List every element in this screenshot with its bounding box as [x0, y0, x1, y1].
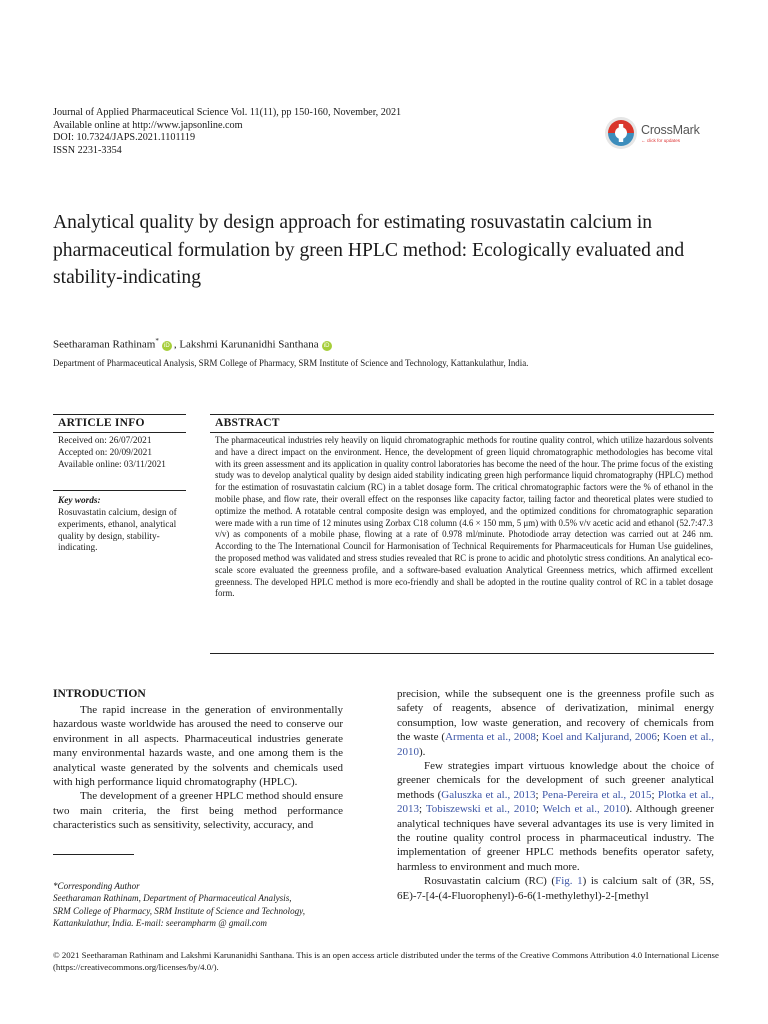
citation-link[interactable]: Tobiszewski et al., 2010 [425, 803, 536, 816]
copyright-line: © 2021 Seetharaman Rathinam and Lakshmi Karunanidhi Santhana. This is an open access article distributed under the terms of the Creative Commons Attribution 4.0 International License [53, 950, 719, 960]
crossmark-sublabel: ← click for updates [641, 138, 681, 143]
available-date: Available online: 03/11/2021 [58, 459, 166, 470]
crossmark-badge[interactable] [604, 114, 710, 154]
journal-citation: Journal of Applied Pharmaceutical Science Vol. 11(11), pp 150-160, November, 2021 [53, 107, 402, 118]
citation-link[interactable]: Plotka et al., 2013 [397, 788, 715, 816]
introduction-heading: INTRODUCTION [53, 687, 146, 700]
keywords-heading: Key words: [58, 496, 101, 506]
figure-link[interactable]: Fig. 1 [555, 875, 583, 888]
license-link[interactable]: (https://creativecommons.org/licenses/by/4.0/). [53, 961, 219, 972]
affiliation: Department of Pharmaceutical Analysis, SRM College of Pharmacy, SRM Institute of Science and Technology, Kattankulathur, India. [53, 358, 529, 368]
citation-link[interactable]: Pena-Pereira et al., 2015 [541, 788, 652, 801]
article-info-head-rule [53, 432, 186, 433]
copyright-notice [53, 950, 768, 974]
crossmark-logo-icon [604, 116, 638, 150]
footnote-line: Seetharaman Rathinam, Department of Pharmaceutical Analysis, [53, 893, 292, 904]
article-info-top-rule [53, 414, 186, 415]
article-title: Analytical quality by design approach for estimating rosuvastatin calcium in pharmaceutical formulation by green HPLC method: Ecologically evaluated and stability-indicating [53, 212, 685, 288]
journal-issn: ISSN 2231-3354 [53, 144, 122, 156]
citation-link[interactable]: Welch et al., 2010 [542, 803, 626, 816]
footnote-rule [53, 854, 134, 855]
intro-paragraph-4: Few strategies impart virtuous knowledge about the choice of greener chemicals for the development of such greener analytical methods (Galuszka et al., 2013; Pena-Pereira et al., 2015; Plotka et al., 2013; Tobiszewski et al., 2010; Welch et al., 2010). Although greener analytical techniques have several advantages its use is very limited in the routine quality control process in pharmaceutical industry. The implementation of greener HPLC methods benefits operator safety, harmless to environment and much more. [397, 760, 715, 873]
abstract-heading: ABSTRACT [215, 416, 280, 429]
citation-link[interactable]: Armenta et al., 2008 [445, 731, 536, 744]
abstract-top-rule [210, 414, 714, 415]
footnote-line: SRM College of Pharmacy, SRM Institute of Science and Technology, [53, 905, 305, 916]
intro-paragraph-2: The development of a greener HPLC method should ensure two main criteria, the first being method performance characteristics such as sensitivity, selectivity, accuracy, and [53, 790, 343, 832]
intro-paragraph-3: precision, while the subsequent one is the greenness profile such as safety of reagents, absence of derivatization, minimal energy consumption, low waste generation, and recovery of chemicals from the waste (Armenta et al., 2008; Koel and Kaljurand, 2006; Koen et al., 2010). [397, 688, 715, 758]
corresponding-author-footnote [53, 880, 353, 930]
abstract-head-rule [210, 432, 714, 433]
intro-paragraph-1: The rapid increase in the generation of environmentally hazardous waste worldwide has aroused the need to conserve our environment in all aspects. Pharmaceutical industries generate many environmental hazards waste, and one among them is the analytical waste generated by the solvents and chemicals used with high performance liquid chromatography (HPLC). [53, 704, 343, 789]
keywords-rule [53, 490, 186, 491]
journal-doi[interactable]: DOI: 10.7324/JAPS.2021.1101119 [53, 132, 196, 144]
citation-link[interactable]: Koen et al., 2010 [397, 731, 715, 758]
body-column-left [53, 703, 343, 833]
corresponding-mark: * [155, 337, 159, 345]
crossmark-label: CrossMark [641, 123, 700, 137]
citation-link[interactable]: Koel and Kaljurand, 2006 [541, 731, 657, 744]
author-1-name[interactable]: Seetharaman Rathinam [53, 338, 156, 351]
journal-url[interactable]: Available online at http://www.japsonline.com [53, 119, 243, 131]
orcid-icon[interactable]: iD [322, 341, 332, 351]
article-dates [58, 436, 166, 471]
orcid-icon[interactable]: iD [162, 341, 172, 351]
abstract-text: The pharmaceutical industries rely heavily on liquid chromatographic methods for routine quality control, which utilize hazardous solvents and have a direct impact on the environment. Hence, the development of green liquid chromatographic methodologies has become vital with its green assessment and its application in quality control laboratories has become the need of the hour. The prime focus of the existing study was to develop analytical quality by design aided stability indicating green high performance liquid chromatography (HPLC) method for the estimation of rosuvastatin calcium (RC) in a tablet dosage form. The critical chromatographic factors were the % of ethanol in the mobile phase, and flow rate, their overall effect on the responses like capacity factor, tailing factor and theoretical plates were studied to optimize the method. A rotatable central composite design was employed, and the optimized conditions for chromatographic separation were made with a run time of 12 minutes using Zorbax C18 column (4.6 × 150 mm, 5 μm) with 0.5% v/v acetic acid and ethanol (52.7:47.3 v/v) as components of a mobile phase, flowing at a rate of 0.978 ml/minute. Photodiode array detection was carried out at 246 nm. According to the The International Council for Harmonisation of Technical Requirements for Pharmaceuticals for Human Use guidelines, the proposed method was validated and stress studies revealed that RC is prone to acidic and photolytic stress conditions. An analytical eco-scale score evaluated the greenness profile, and a software-based evaluation Analytical Greenness metrics, which affirmed excellent greenness. The developed HPLC method is more eco-friendly and shall be adopted in the routine quality control of RC in a tablet dosage form. [215, 435, 713, 599]
footnote-email[interactable]: Kattankulathur, India. E-mail: seerampharm @ gmail.com [53, 918, 267, 929]
citation-link[interactable]: Galuszka et al., 2013 [441, 788, 536, 801]
footnote-line: *Corresponding Author [53, 881, 140, 891]
abstract-bottom-rule [210, 653, 714, 654]
journal-metadata [53, 107, 401, 157]
author-2-name[interactable]: Lakshmi Karunanidhi Santhana [179, 338, 319, 351]
author-list [53, 337, 334, 351]
article-info-heading: ARTICLE INFO [58, 416, 145, 429]
intro-paragraph-5: Rosuvastatin calcium (RC) (Fig. 1) is calcium salt of (3R, 5S, 6E)-7-[4-(4-Fluorophenyl)-6-6(1-methylethyl)-2-[methyl [397, 875, 714, 902]
received-date: Received on: 26/07/2021 [58, 436, 152, 446]
keywords-text: Rosuvastatin calcium, design of experiments, ethanol, analytical quality by design, stability-indicating. [58, 508, 177, 554]
body-column-right [397, 687, 714, 903]
accepted-date: Accepted on: 20/09/2021 [58, 447, 152, 458]
author-separator: , [173, 338, 180, 351]
